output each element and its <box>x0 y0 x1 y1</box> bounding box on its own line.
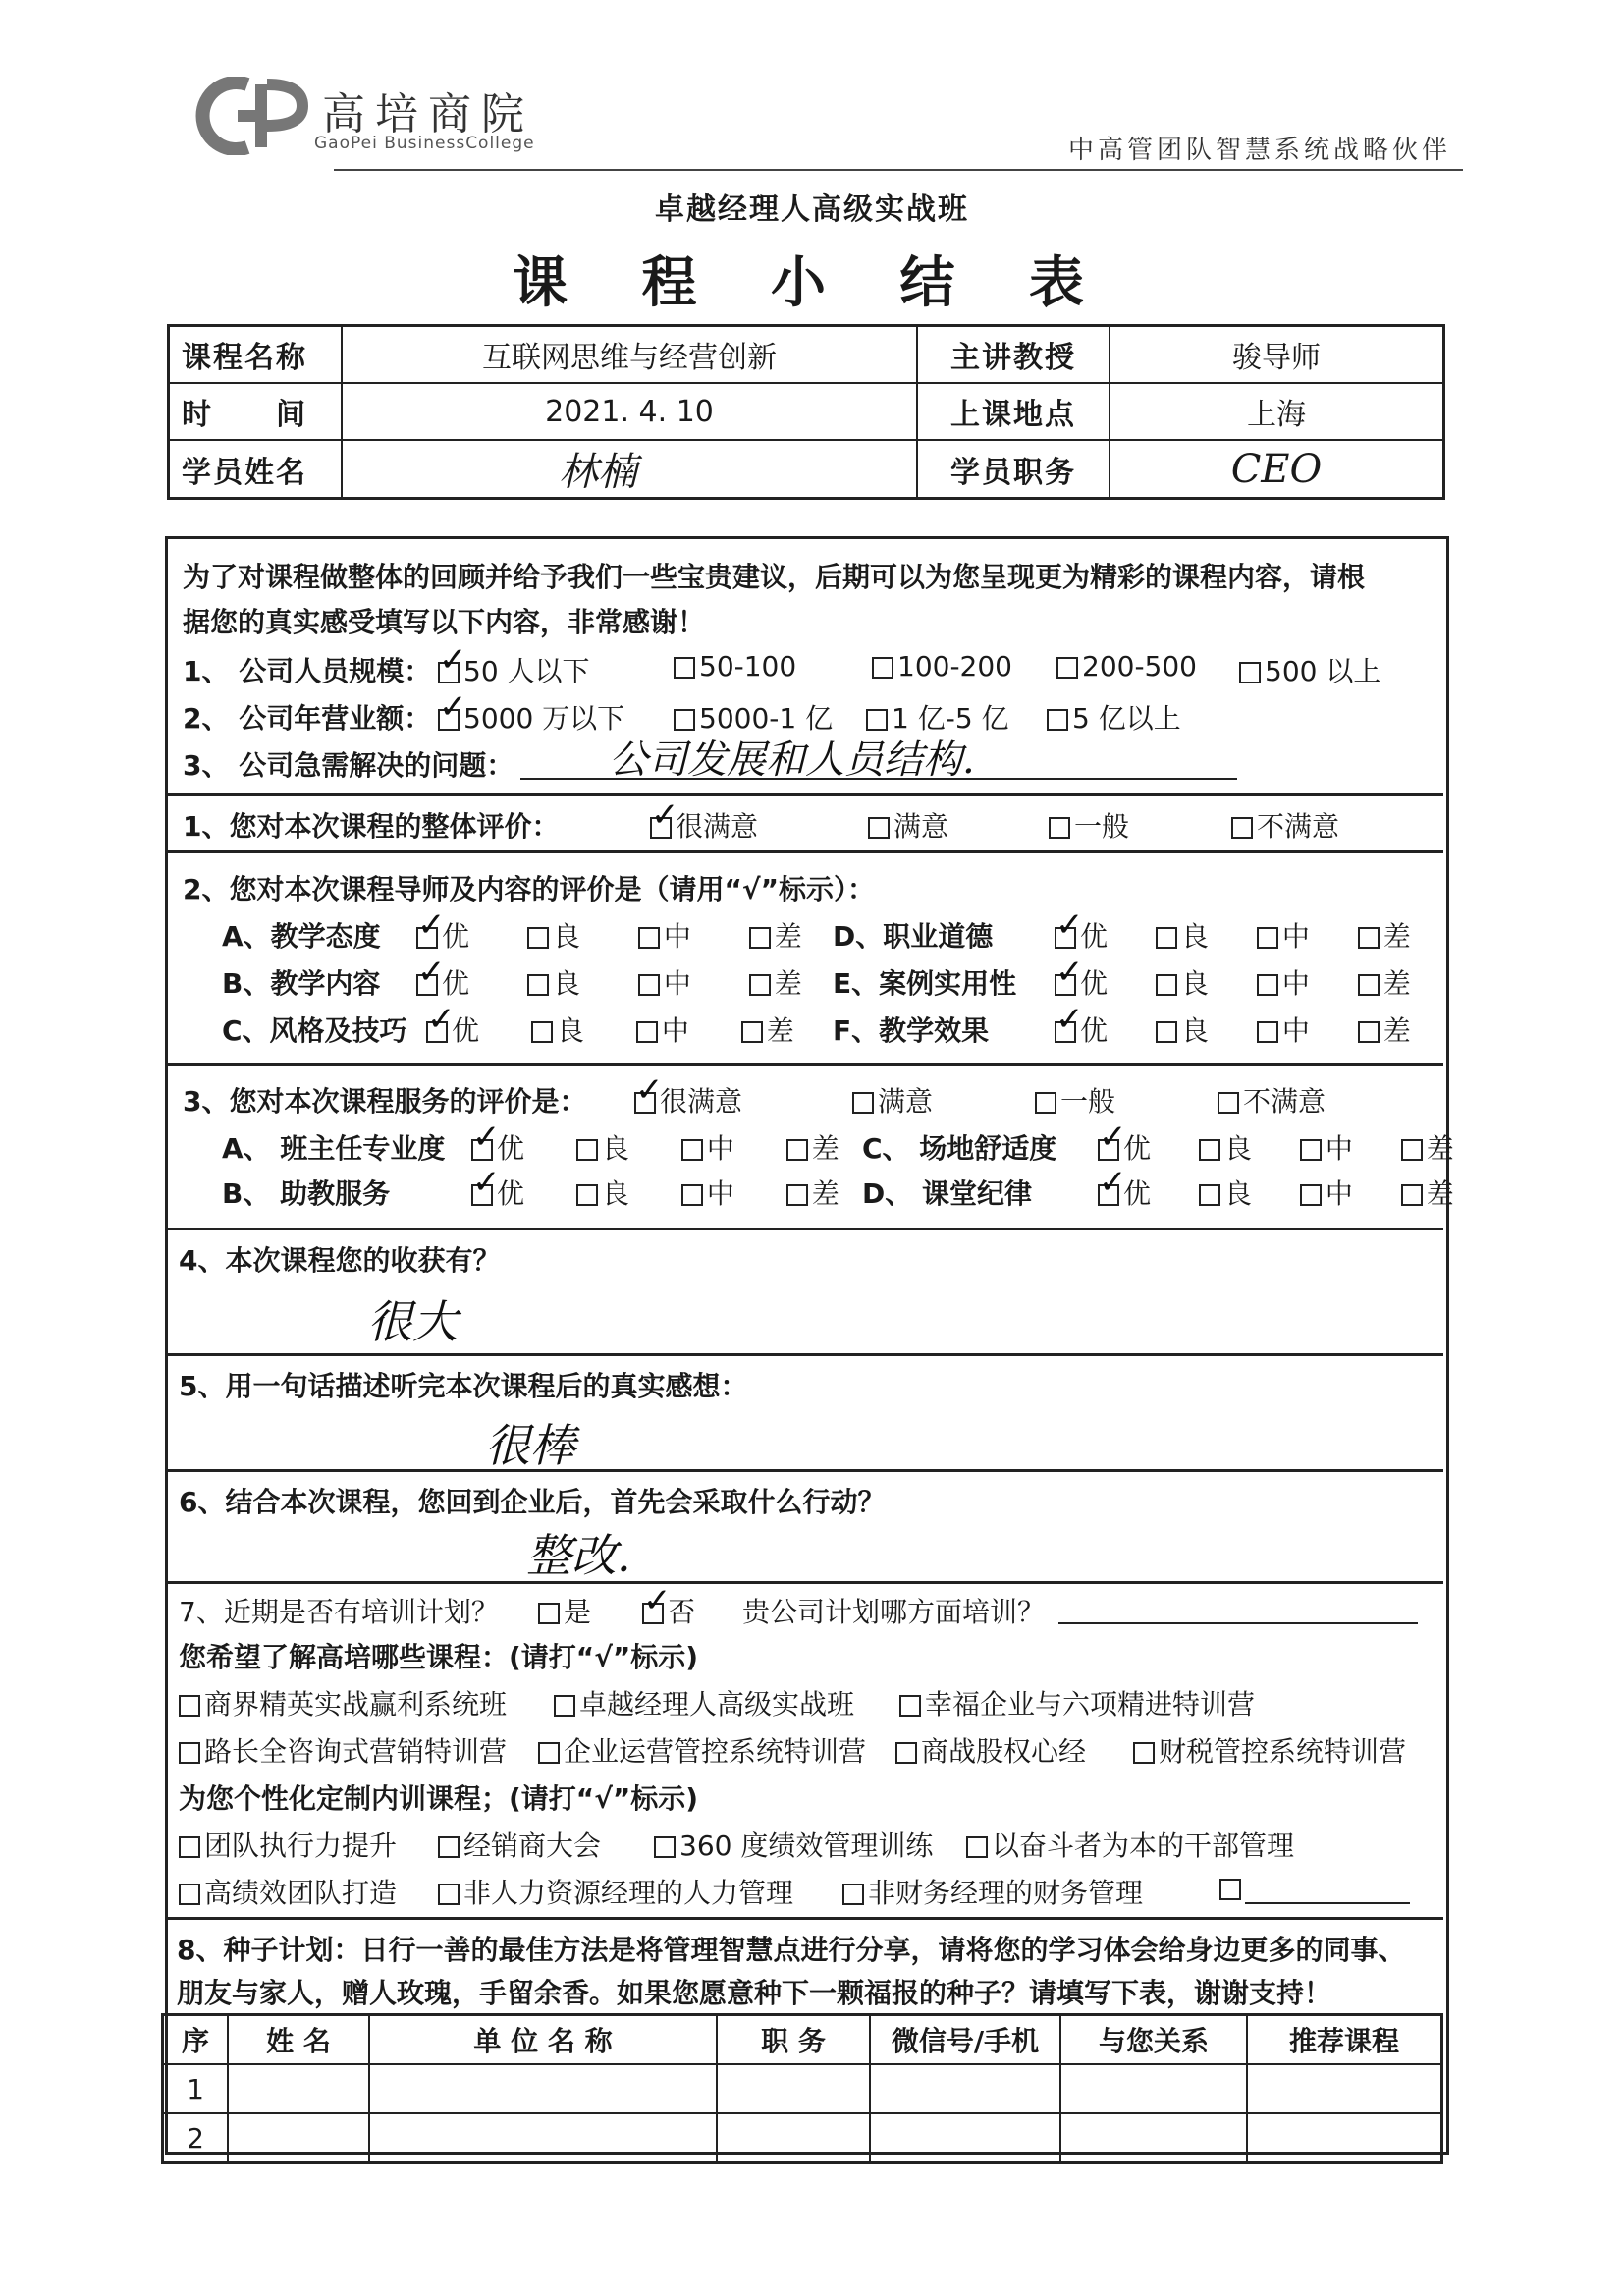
seed-cell[interactable] <box>228 2064 369 2113</box>
course-name-label: 课程名称 <box>169 326 343 384</box>
checkbox[interactable] <box>438 1836 460 1858</box>
training-plan-question: 7、近期是否有培训计划？ <box>179 1596 499 1628</box>
seed-cell[interactable] <box>717 2064 870 2113</box>
teacher-value[interactable]: 骏导师 <box>1110 326 1444 384</box>
seed-header-name: 姓 名 <box>228 2015 369 2065</box>
q2-option[interactable]: 5000 万以下 <box>438 697 624 737</box>
student-position-label: 学员职务 <box>917 440 1110 499</box>
teacher-eval-label: 2、您对本次课程导师及内容的评价是（请用“√”标示）： <box>183 873 875 905</box>
divider <box>165 1581 1443 1584</box>
table-row <box>163 2113 1442 2163</box>
checkbox[interactable] <box>1199 1184 1220 1206</box>
gains-answer[interactable]: 很大 <box>367 1295 458 1348</box>
checkbox[interactable] <box>438 1884 460 1905</box>
custom-option[interactable]: 非财务经理的财务管理 <box>842 1872 1143 1911</box>
checkbox[interactable] <box>674 709 695 731</box>
custom-option[interactable]: 高绩效团队打造 <box>179 1872 397 1911</box>
checkbox[interactable] <box>576 1184 598 1206</box>
place-value[interactable]: 上海 <box>1110 383 1444 440</box>
seed-cell[interactable] <box>870 2113 1060 2163</box>
eval-item-a: A、教学态度 <box>222 920 381 953</box>
grade-row[interactable]: 优 良 中 差 <box>1098 1173 1454 1212</box>
place-label: 上课地点 <box>917 383 1110 440</box>
checkbox[interactable] <box>786 1184 808 1206</box>
overall-label: 1、您对本次课程的整体评价： <box>183 810 560 843</box>
course-option[interactable]: 路长全咨询式营销特训营 <box>179 1730 507 1770</box>
seed-header-course: 推荐课程 <box>1247 2015 1442 2065</box>
checkbox[interactable] <box>1300 1184 1322 1206</box>
divider <box>165 1917 1443 1920</box>
course-option[interactable]: 企业运营管控系统特训营 <box>538 1730 866 1770</box>
seed-cell[interactable] <box>870 2064 1060 2113</box>
tagline: 中高管团队智慧系统战略伙伴 <box>1068 136 1452 165</box>
action-answer[interactable]: 整改. <box>526 1529 631 1582</box>
checkmark-icon: ✓ <box>635 1070 664 1110</box>
q1-option[interactable]: 200-500 <box>1056 650 1197 683</box>
checkbox[interactable] <box>1401 1184 1423 1206</box>
q1-option[interactable]: 50-100 <box>674 650 796 683</box>
q2-option[interactable]: 5 亿以上 <box>1047 697 1181 737</box>
form-title: 课 程 小 结 表 <box>513 251 1111 315</box>
grade-row[interactable]: 优 良 中 差 <box>426 1010 794 1049</box>
checkbox[interactable] <box>681 1184 703 1206</box>
custom-other-option[interactable] <box>1219 1872 1410 1904</box>
divider <box>165 1469 1443 1472</box>
seed-row-index: 1 <box>163 2064 229 2113</box>
overall-option[interactable]: 一般 <box>1049 805 1129 845</box>
checkbox[interactable] <box>179 1742 200 1764</box>
time-label: 时 间 <box>169 383 343 440</box>
grade-row[interactable]: 优 良 中 差 <box>471 1173 839 1212</box>
checkbox[interactable] <box>1056 657 1078 679</box>
custom-option[interactable]: 经销商大会 <box>438 1825 601 1864</box>
checkbox[interactable] <box>681 1139 703 1161</box>
training-yes-option[interactable]: 是 <box>538 1591 591 1630</box>
checkmark-icon: ✓ <box>1099 1163 1127 1202</box>
checkmark-icon: ✓ <box>439 687 467 727</box>
q1-label: 1、 公司人员规模： <box>183 655 432 687</box>
checkbox[interactable] <box>179 1884 200 1905</box>
checkbox[interactable] <box>576 1139 598 1161</box>
checkbox[interactable] <box>1133 1742 1155 1764</box>
checkbox[interactable] <box>966 1836 988 1858</box>
checkbox[interactable] <box>749 974 771 996</box>
course-name-value[interactable]: 互联网思维与经营创新 <box>342 326 917 384</box>
checkbox[interactable] <box>866 709 888 731</box>
course-option[interactable]: 财税管控系统特训营 <box>1133 1730 1406 1770</box>
course-option[interactable]: 卓越经理人高级实战班 <box>554 1683 854 1722</box>
custom-courses-label: 为您个性化定制内训课程；(请打“√”标示) <box>179 1782 699 1815</box>
divider <box>165 1353 1443 1356</box>
seed-cell[interactable] <box>717 2113 870 2163</box>
q2-label: 2、 公司年营业额： <box>183 702 432 735</box>
grade-row[interactable]: 优 良 中 差 <box>1098 1127 1454 1167</box>
course-option[interactable]: 幸福企业与六项精进特训营 <box>899 1683 1255 1722</box>
checkbox[interactable] <box>636 1021 658 1043</box>
overall-option[interactable]: 很满意 <box>650 805 758 845</box>
seed-cell[interactable] <box>1060 2113 1247 2163</box>
checkbox[interactable] <box>1231 817 1253 839</box>
seed-plan-line-1: 8、种子计划：日行一善的最佳方法是将管理智慧点进行分享，请将您的学习体会给身边更多的同事、 <box>177 1934 1406 1966</box>
teacher-label: 主讲教授 <box>917 326 1110 384</box>
eval-item-e: E、案例实用性 <box>833 967 1017 1000</box>
checkbox[interactable] <box>741 1021 763 1043</box>
checkbox[interactable] <box>1358 1021 1380 1043</box>
seed-plan-table <box>161 2013 1443 2164</box>
checkbox[interactable] <box>1257 1021 1278 1043</box>
q3-answer[interactable]: 公司发展和人员结构. <box>609 738 975 783</box>
checkbox[interactable] <box>1199 1139 1220 1161</box>
seed-cell[interactable] <box>1247 2064 1442 2113</box>
checkbox[interactable] <box>674 657 695 679</box>
checkbox[interactable] <box>527 974 549 996</box>
custom-option[interactable]: 以奋斗者为本的干部管理 <box>966 1825 1294 1864</box>
service-option[interactable]: 不满意 <box>1218 1080 1326 1120</box>
grade-row[interactable]: 优 良 中 差 <box>471 1127 839 1167</box>
checkbox[interactable] <box>531 1021 553 1043</box>
grade-row[interactable]: 优 良 中 差 <box>1055 962 1411 1002</box>
checkbox[interactable] <box>1239 662 1261 683</box>
checkbox[interactable] <box>895 1742 917 1764</box>
checkmark-icon: ✓ <box>417 905 446 945</box>
seed-cell[interactable] <box>1060 2064 1247 2113</box>
form-subtitle: 卓越经理人高级实战班 <box>655 192 969 227</box>
intro-line-1: 为了对课程做整体的回顾并给予我们一些宝贵建议，后期可以为您呈现更为精彩的课程内容，请根 <box>183 561 1366 593</box>
course-option[interactable]: 商界精英实战赢利系统班 <box>179 1683 507 1722</box>
checkbox[interactable] <box>749 927 771 949</box>
checkbox[interactable] <box>872 657 893 679</box>
checkbox[interactable] <box>868 817 890 839</box>
table-row <box>163 2064 1442 2113</box>
grade-row[interactable]: 优 良 中 差 <box>1055 915 1411 955</box>
checkmark-icon: ✓ <box>1056 953 1084 992</box>
intro-line-2: 据您的真实感受填写以下内容，非常感谢！ <box>183 606 706 638</box>
student-position-value[interactable]: CEO <box>1110 440 1444 499</box>
checkmark-icon: ✓ <box>417 953 446 992</box>
feeling-answer[interactable]: 很棒 <box>485 1419 575 1472</box>
checkmark-icon: ✓ <box>643 1581 672 1620</box>
action-label: 6、结合本次课程，您回到企业后，首先会采取什么行动？ <box>179 1486 886 1518</box>
checkbox[interactable] <box>1219 1879 1241 1900</box>
checkbox[interactable] <box>1156 974 1177 996</box>
checkbox[interactable] <box>654 1836 676 1858</box>
checkbox[interactable] <box>1401 1139 1423 1161</box>
checkmark-icon: ✓ <box>1099 1118 1127 1157</box>
checkmark-icon: ✓ <box>1056 905 1084 945</box>
checkbox[interactable] <box>554 1695 575 1717</box>
q1-option[interactable]: 50 人以下 <box>438 650 590 689</box>
gains-label: 4、本次课程您的收获有？ <box>179 1244 501 1277</box>
wish-courses-label: 您希望了解高培哪些课程：(请打“√”标示) <box>179 1641 699 1673</box>
seed-row-index: 2 <box>163 2113 229 2163</box>
checkbox[interactable] <box>1257 927 1278 949</box>
q1-option[interactable]: 100-200 <box>872 650 1012 683</box>
checkmark-icon: ✓ <box>1056 1000 1084 1039</box>
checkbox[interactable] <box>538 1742 560 1764</box>
eval-item-b: B、教学内容 <box>222 967 381 1000</box>
grade-row[interactable]: 优 良 中 差 <box>416 962 802 1002</box>
seed-cell[interactable] <box>228 2113 369 2163</box>
checkbox[interactable] <box>1257 974 1278 996</box>
checkbox[interactable] <box>179 1695 200 1717</box>
student-name-value[interactable]: 林楠 <box>342 440 917 499</box>
checkmark-icon: ✓ <box>472 1118 501 1157</box>
checkmark-icon: ✓ <box>439 640 467 680</box>
training-no-option[interactable]: 否 <box>642 1591 695 1630</box>
checkbox[interactable] <box>1049 817 1070 839</box>
grade-row[interactable]: 优 良 中 差 <box>1055 1010 1411 1049</box>
seed-header-relation: 与您关系 <box>1060 2015 1247 2065</box>
custom-option[interactable]: 360 度绩效管理训练 <box>654 1825 933 1864</box>
checkbox[interactable] <box>527 927 549 949</box>
q1-option[interactable]: 500 以上 <box>1239 650 1380 689</box>
student-name-label: 学员姓名 <box>169 440 343 499</box>
checkbox[interactable] <box>1156 1021 1177 1043</box>
feeling-label: 5、用一句话描述听完本次课程后的真实感想： <box>179 1370 748 1402</box>
seed-header-position: 职 务 <box>717 2015 870 2065</box>
divider <box>165 793 1443 796</box>
checkbox[interactable] <box>1047 709 1068 731</box>
overall-option[interactable]: 满意 <box>868 805 948 845</box>
checkmark-icon: ✓ <box>651 795 679 835</box>
service-option[interactable]: 很满意 <box>634 1080 742 1120</box>
checkbox[interactable] <box>1035 1092 1056 1114</box>
training-area-field[interactable] <box>1058 1622 1418 1624</box>
q3-label: 3、 公司急需解决的问题： <box>183 749 514 782</box>
checkmark-icon: ✓ <box>472 1163 501 1202</box>
checkmark-icon: ✓ <box>427 1000 456 1039</box>
checkbox[interactable] <box>1156 927 1177 949</box>
grade-row[interactable]: 优 良 中 差 <box>416 915 802 955</box>
divider <box>165 1228 1443 1230</box>
divider <box>165 1063 1443 1066</box>
checkbox[interactable] <box>1218 1092 1239 1114</box>
divider <box>165 850 1443 853</box>
eval-item-f: F、教学效果 <box>833 1014 990 1047</box>
seed-header-company: 单 位 名 称 <box>369 2015 717 2065</box>
logo-chinese: 高培商院 <box>322 89 534 139</box>
seed-cell[interactable] <box>1247 2113 1442 2163</box>
course-info-table <box>167 324 1445 500</box>
checkbox[interactable] <box>852 1092 874 1114</box>
custom-option[interactable]: 非人力资源经理的人力管理 <box>438 1872 793 1911</box>
custom-option[interactable]: 团队执行力提升 <box>179 1825 397 1864</box>
logo-english: GaoPei BusinessCollege <box>314 134 535 153</box>
service-eval-label: 3、您对本次课程服务的评价是： <box>183 1085 587 1118</box>
checkbox[interactable] <box>638 927 660 949</box>
checkbox[interactable] <box>179 1836 200 1858</box>
checkbox[interactable] <box>638 974 660 996</box>
seed-cell[interactable] <box>369 2064 717 2113</box>
seed-header-index: 序 <box>163 2015 229 2065</box>
service-option[interactable]: 一般 <box>1035 1080 1115 1120</box>
checkbox[interactable] <box>899 1695 921 1717</box>
service-item-d: D、 课堂纪律 <box>862 1177 1032 1210</box>
service-option[interactable]: 满意 <box>852 1080 933 1120</box>
time-value[interactable]: 2021. 4. 10 <box>342 383 917 440</box>
seed-header-wechat: 微信号/手机 <box>870 2015 1060 2065</box>
q2-option[interactable]: 1 亿-5 亿 <box>866 697 1009 737</box>
service-item-a: A、 班主任专业度 <box>222 1132 446 1165</box>
service-item-b: B、 助教服务 <box>222 1177 391 1210</box>
header-rule <box>334 169 1463 171</box>
eval-item-d: D、职业道德 <box>833 920 994 953</box>
course-option[interactable]: 商战股权心经 <box>895 1730 1086 1770</box>
eval-item-c: C、风格及技巧 <box>222 1014 407 1047</box>
checkbox[interactable] <box>842 1884 864 1905</box>
checkbox[interactable] <box>1358 927 1380 949</box>
checkbox[interactable] <box>786 1139 808 1161</box>
q2-option[interactable]: 5000-1 亿 <box>674 697 833 737</box>
checkbox[interactable] <box>1300 1139 1322 1161</box>
seed-plan-line-2: 朋友与家人，赠人玫瑰，手留余香。如果您愿意种下一颗福报的种子？请填写下表，谢谢支持！ <box>177 1977 1332 2009</box>
checkbox[interactable] <box>538 1603 560 1624</box>
overall-option[interactable]: 不满意 <box>1231 805 1339 845</box>
gaopei-logo-icon <box>187 77 314 155</box>
checkbox[interactable] <box>1358 974 1380 996</box>
training-area-question: 贵公司计划哪方面培训？ <box>742 1596 1046 1628</box>
service-item-c: C、 场地舒适度 <box>862 1132 1057 1165</box>
custom-other-field[interactable] <box>1245 1902 1410 1904</box>
seed-cell[interactable] <box>369 2113 717 2163</box>
